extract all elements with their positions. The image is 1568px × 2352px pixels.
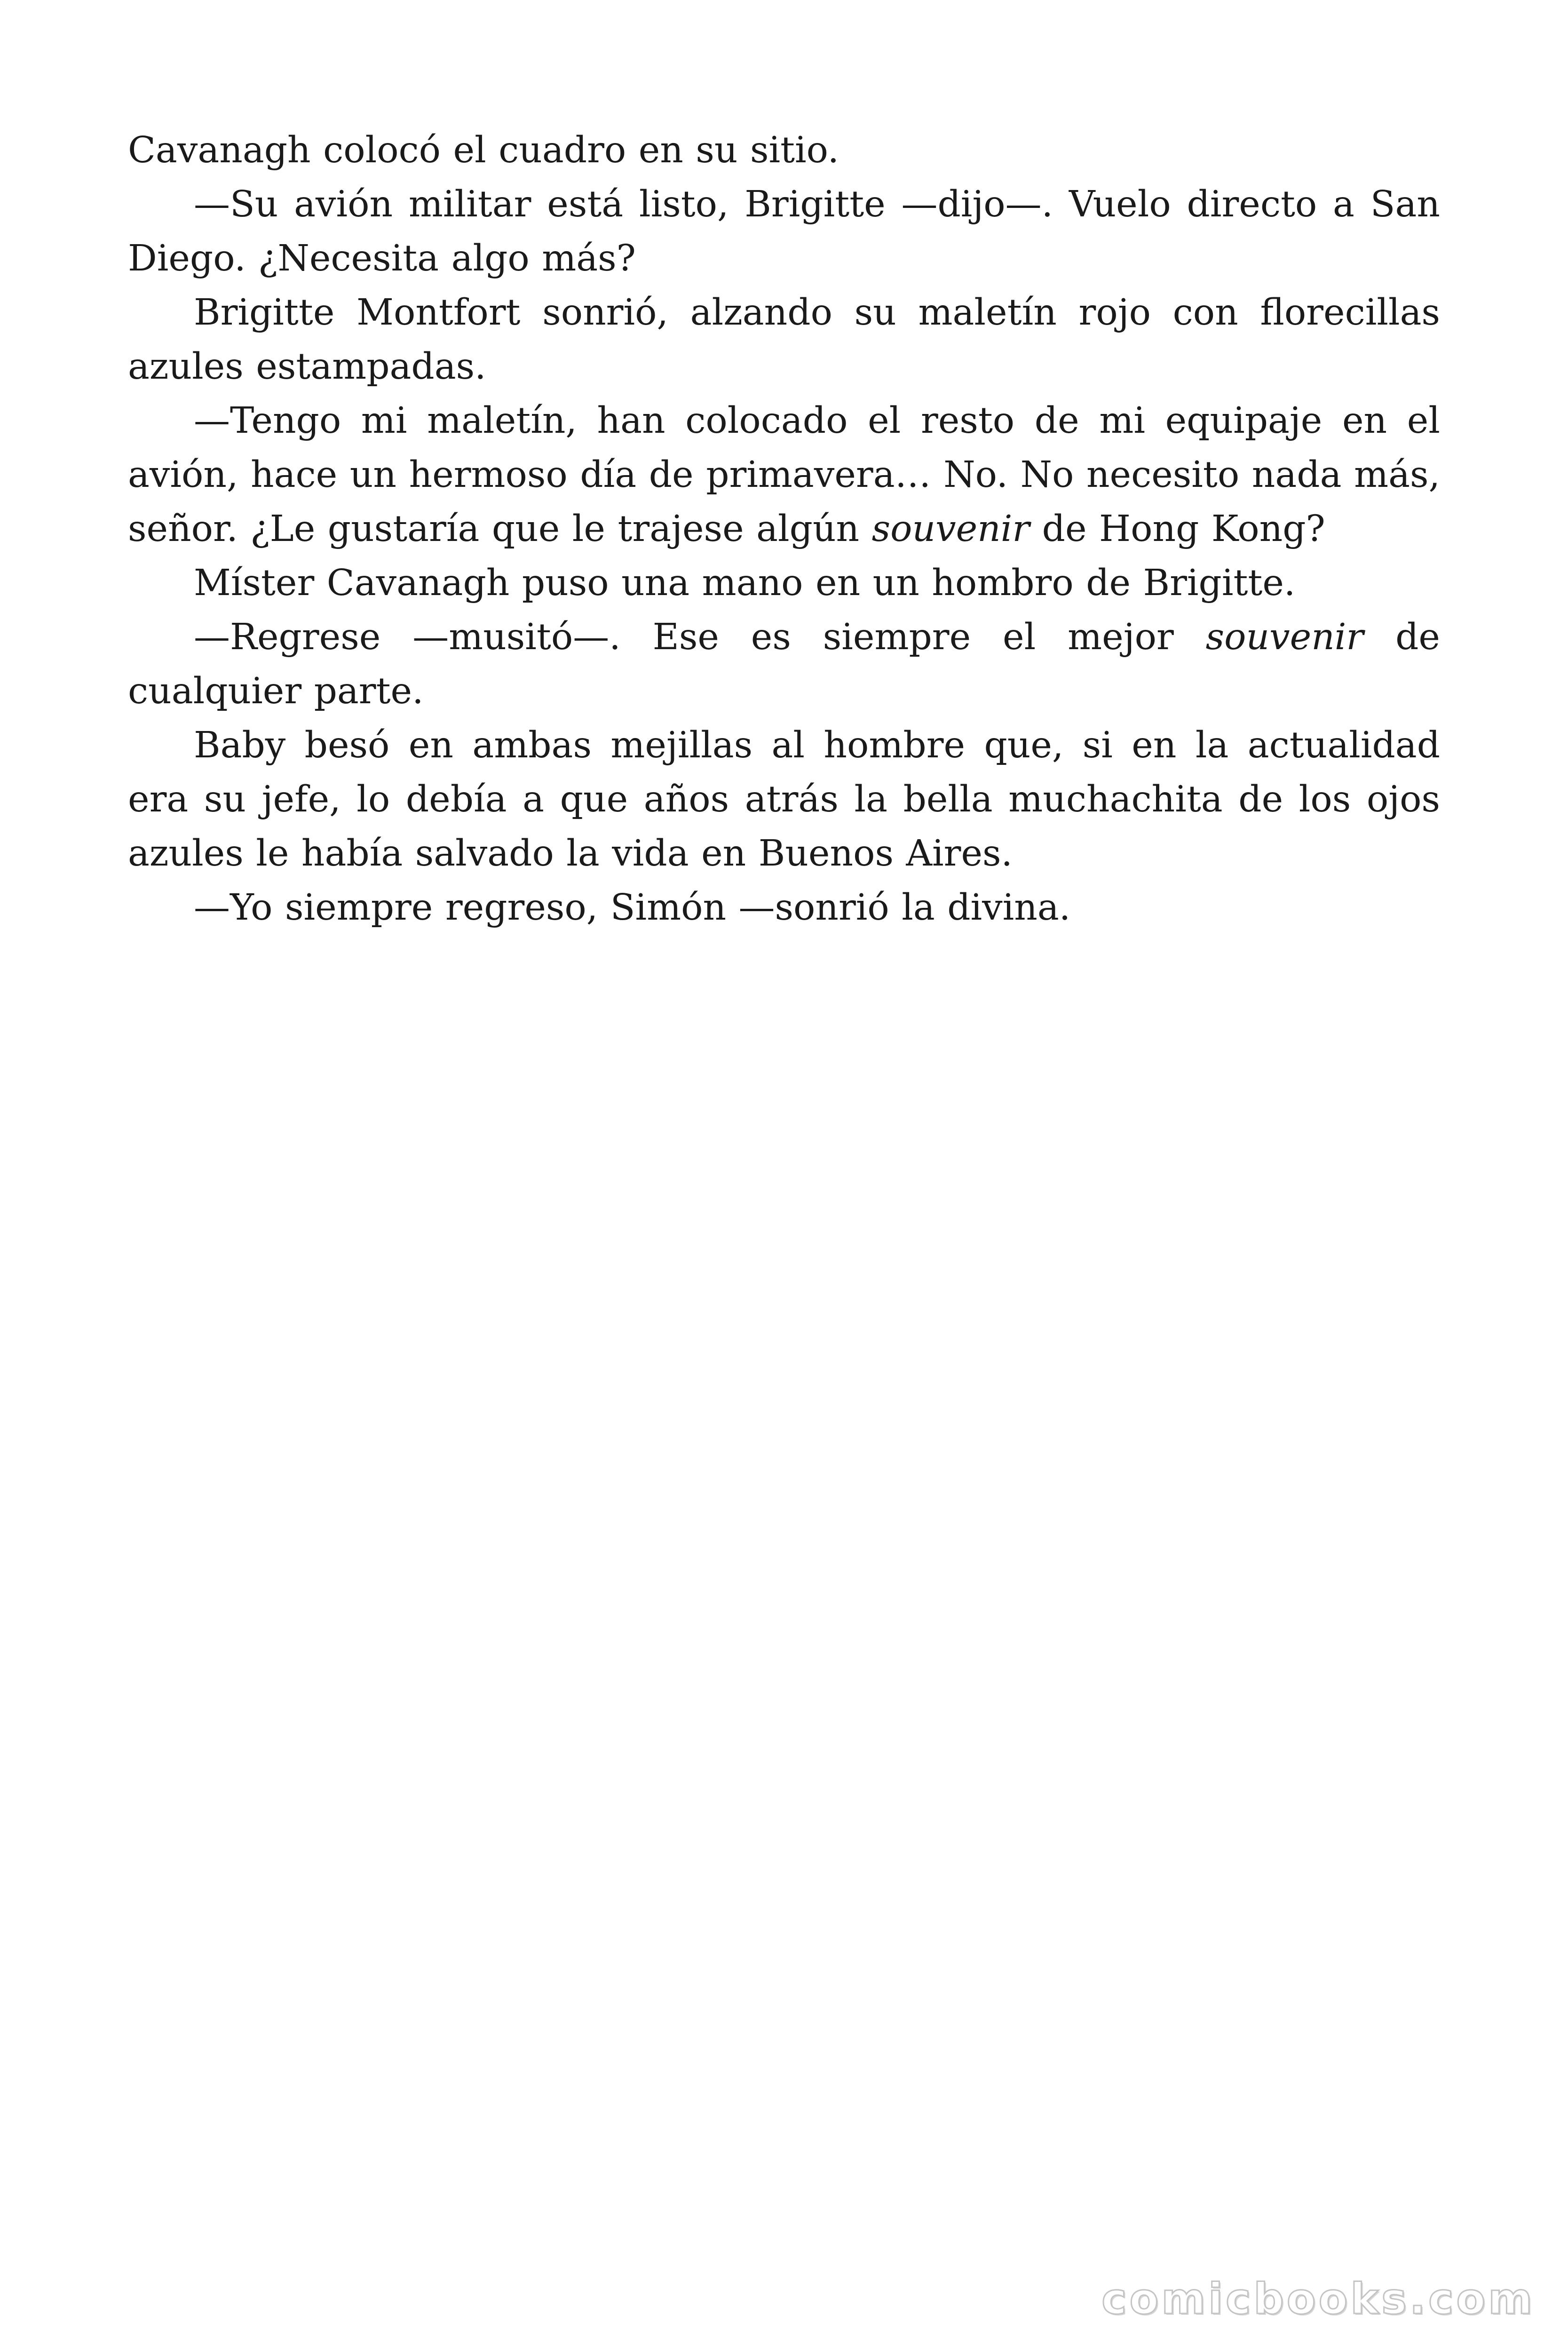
paragraph-text: de Hong Kong?	[1029, 508, 1325, 550]
paragraph-2	[128, 177, 1440, 286]
paragraph-4	[128, 394, 1440, 556]
paragraph-text: Brigitte Montfort sonrió, alzando su maletín rojo con florecillas azules estampadas.	[128, 292, 1440, 388]
paragraph-text: Míster Cavanagh puso una mano en un hombro de Brigitte.	[194, 562, 1296, 604]
italic-word: souvenir	[871, 508, 1030, 550]
paragraph-text: Baby besó en ambas mejillas al hombre que, si en la actualidad era su jefe, lo debía a que años atrás la bella muchachita de los ojos azules le había salvado la vida en Buenos Aires.	[128, 724, 1440, 874]
paragraph-7	[128, 718, 1440, 881]
paragraph-text: —Su avión militar está listo, Brigitte —dijo—. Vuelo directo a San Diego. ¿Necesita algo más?	[128, 183, 1440, 279]
paragraph-5	[128, 556, 1440, 610]
paragraph-1	[128, 123, 1440, 177]
paragraph-text: —Yo siempre regreso, Simón —sonrió la divina.	[194, 887, 1071, 929]
italic-word: souvenir	[1205, 616, 1364, 658]
paragraph-text: —Regrese —musitó—. Ese es siempre el mejor	[194, 616, 1206, 658]
paragraph-text: de cualquier parte.	[128, 616, 1440, 712]
paragraph-6	[128, 610, 1440, 718]
paragraph-3	[128, 286, 1440, 394]
page-body	[128, 123, 1440, 935]
paragraph-8	[128, 881, 1440, 935]
paragraph-text: —Tengo mi maletín, han colocado el resto de mi equipaje en el avión, hace un hermoso día de primavera… No. No necesito nada más, señor. ¿Le gustaría que le trajese algún	[128, 400, 1440, 550]
paragraph-text: Cavanagh colocó el cuadro en su sitio.	[128, 129, 839, 171]
watermark: comicbooks.com	[1101, 2274, 1535, 2324]
